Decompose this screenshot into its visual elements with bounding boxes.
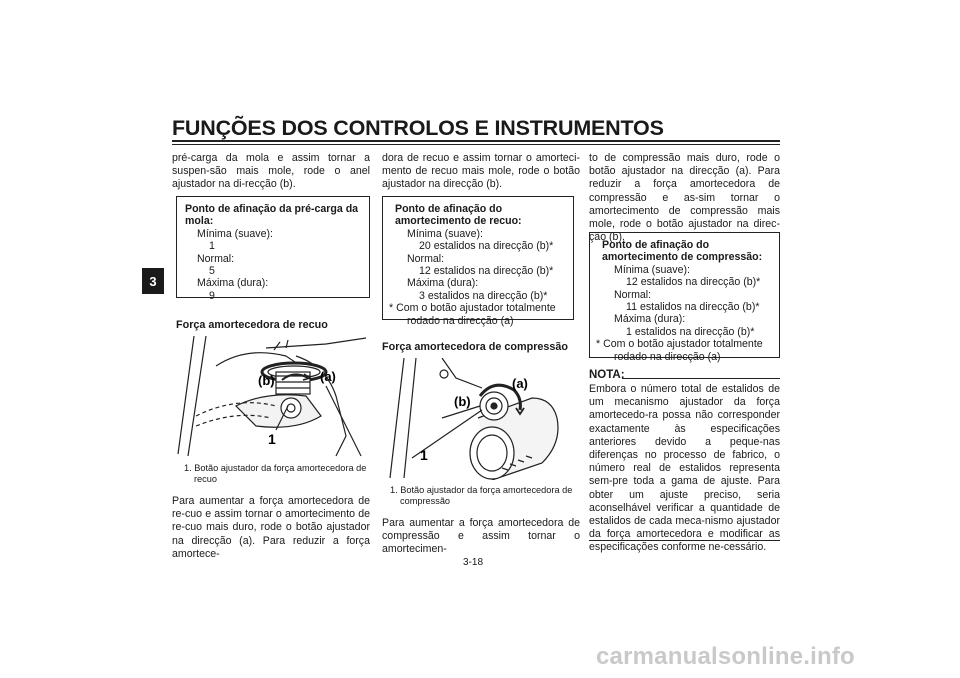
rebound-label-b: (b) (258, 373, 275, 388)
header-rule-thin (172, 144, 780, 145)
compression-note-line1: * Com o botão ajustador totalmente (596, 338, 763, 351)
rebound-note-line1: * Com o botão ajustador totalmente (389, 302, 556, 315)
compression-label-b: (b) (454, 394, 471, 409)
preload-settings-box (176, 196, 370, 302)
col1-body (172, 495, 370, 561)
rebound-min-label: Mínima (suave): (407, 227, 483, 240)
rebound-normal-value: 12 estalidos na direcção (b)* (419, 265, 554, 278)
col1-intro (172, 152, 370, 192)
compression-settings-box (589, 232, 780, 363)
col2-body (382, 517, 580, 557)
col2-intro (382, 152, 580, 192)
rebound-min-value: 20 estalidos na direcção (b)* (419, 240, 554, 253)
preload-normal-label: Normal: (197, 252, 235, 265)
compression-normal-label: Normal: (614, 288, 652, 301)
compression-min-value: 12 estalidos na direcção (b)* (626, 276, 761, 289)
preload-min-value: 1 (209, 240, 215, 253)
compression-adjuster-figure (382, 358, 578, 480)
rebound-max-value: 3 estalidos na direcção (b)* (419, 289, 548, 302)
preload-max-label: Máxima (dura): (197, 277, 269, 290)
col3-intro (589, 152, 780, 244)
compression-heading: Força amortecedora de compressão (382, 341, 569, 353)
preload-normal-value: 5 (209, 265, 215, 278)
compression-label-1: 1 (420, 447, 428, 463)
nota-body (589, 383, 780, 555)
rebound-note-line2: rodado na direcção (a) (407, 314, 514, 327)
compression-max-value: 1 estalidos na direcção (b)* (626, 325, 755, 338)
preload-box-title: Ponto de afinação da pré-carga da mola: (185, 203, 359, 228)
compression-min-label: Mínima (suave): (614, 263, 690, 276)
compression-max-label: Máxima (dura): (614, 313, 686, 326)
compression-label-a: (a) (512, 376, 528, 391)
col1-intro-text: pré-carga da mola e assim tornar a suspen-são mais mole, rode o anel ajustador na di-recção (b). (172, 152, 370, 191)
nota-body-text: Embora o número total de estalidos de um mecanismo ajustador da força amortecedo-ra possa não corresponder exactamente às especificações anteriores devido a peque-nas diferenças no processo de fabrico, o número real de estalidos representa sem-pre toda a gama de ajuste. Para obter um ajuste preciso, seria aconselhável verificar a quantidade de estalidos de cada meca-nismo ajustador da força amortecedora e modificar as especificações conforme ne-cessário. (589, 383, 780, 554)
compression-caption (390, 485, 580, 507)
rebound-normal-label: Normal: (407, 252, 445, 265)
nota-end-rule (589, 540, 780, 541)
rebound-adjuster-figure (176, 336, 372, 458)
compression-normal-value: 11 estalidos na direcção (b)* (626, 301, 760, 314)
rebound-label-1: 1 (268, 431, 276, 447)
compression-box-title: Ponto de afinação do amortecimento de compressão: (602, 239, 763, 264)
col1-body-text: Para aumentar a força amortecedora de re-cuo e assim tornar o amortecimento de re-cuo mais duro, rode o botão ajustador na direcção (a). Para reduzir a força amortece- (172, 495, 370, 560)
rebound-caption-line1: 1. Botão ajustador da força amortecedora de (184, 463, 367, 473)
rebound-settings-box (382, 196, 574, 327)
rebound-label-a: (a) (320, 369, 336, 384)
page-title: FUNÇÕES DOS CONTROLOS E INSTRUMENTOS (172, 116, 664, 140)
page-number: 3-18 (463, 557, 484, 568)
rebound-max-label: Máxima (dura): (407, 277, 479, 290)
preload-min-label: Mínima (suave): (197, 227, 273, 240)
rebound-caption (184, 463, 374, 485)
compression-caption-line2: compressão (400, 496, 451, 506)
compression-caption-line1: 1. Botão ajustador da força amortecedora de (390, 485, 573, 495)
rebound-caption-line2: recuo (194, 474, 217, 484)
rebound-box-title: Ponto de afinação do amortecimento de recuo: (395, 203, 522, 228)
nota-heading: NOTA: (589, 369, 625, 381)
col2-intro-text: dora de recuo e assim tornar o amorteci-mento de recuo mais mole, rode o botão ajustador na direcção (b). (382, 152, 580, 191)
compression-note-line2: rodado na direcção (a) (614, 350, 721, 363)
chapter-tab: 3 (142, 268, 164, 294)
header-rule (172, 140, 780, 142)
preload-max-value: 9 (209, 289, 215, 302)
watermark: carmanualsonline.info (596, 643, 855, 670)
nota-rule (622, 378, 780, 379)
col2-body-text: Para aumentar a força amortecedora de compressão e assim tornar o amortecimen- (382, 517, 580, 556)
col3-intro-text: to de compressão mais duro, rode o botão ajustador na direcção (a). Para reduzir a força amortecedora de compressão e as-sim tornar o amortecimento de compressão mais mole, rode o botão ajustador na direc-ção (b). (589, 152, 780, 244)
rebound-heading: Força amortecedora de recuo (176, 319, 328, 331)
